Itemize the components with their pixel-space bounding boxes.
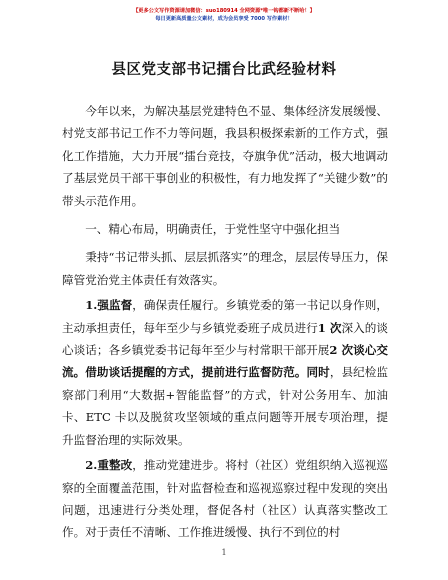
intro-paragraph: 今年以来，为解决基层党建特色不显、集体经济发展缓慢、村党支部书记工作不力等问题，我县积极探索新的工作方式，强化工作措施，大力开展“擂台竞技，夺旗争优”活动，极大地调动了基层党员干部干事创业的积极性，有力地发挥了“关键少数”的带头示范作用。: [62, 104, 388, 208]
item-1-label: 1.强监督: [85, 298, 133, 313]
item-1-text: ，确保责任履行。乡镇党委的第一书记以身作则，主动承担责任，每年至少与乡镇党委班子成员进行: [62, 298, 388, 335]
item-2-text: ，推动党建进步。将村（社区）党组织纳入巡视巡察的全面覆盖范围，针对监督检查和巡视巡察过程中发现的突出问题，迅速进行分类处理，督促各村（社区）认真落实整改工作。对于责任不清晰、工作推进缓慢、执行不到位的村: [62, 458, 388, 540]
item-2-label: 2.重整改: [85, 458, 133, 473]
section-heading-1: 一、精心布局，明确责任，于党性坚守中强化担当: [85, 222, 341, 237]
promo-line-1: 【更多公文写作资源请加微信：suo180914 全网资源*唯一钩都新不断哈！】: [133, 8, 315, 14]
document-body: [62, 100, 388, 547]
item-1-paragraph: [62, 294, 388, 451]
page-number: 1: [221, 548, 227, 557]
document-title: 县区党支部书记擂台比武经验材料: [111, 62, 337, 78]
promo-banner: [0, 7, 448, 23]
promo-line-2: 每日更新高质量公文素材，成为会员享受 7000 写作素材！: [155, 16, 293, 22]
item-1-text-c: ，县纪检监察部门利用“大数据+智能监督”的方式，针对公务用车、加油卡、ETC 卡以及脱贫攻坚领域的重点问题等开展专项治理，提升监督治理的实际效果。: [62, 365, 388, 447]
section-lead-paragraph: 秉持“书记带头抓、层层抓落实”的理念，层层传导压力，保障管党治党主体责任有效落实。: [62, 250, 388, 287]
item-1-bold-b: 2 次谈心交流。借助谈话提醒的方式，提前进行监督防范。同时: [62, 343, 388, 380]
item-1-bold-a: 1 次: [317, 320, 342, 335]
item-2-paragraph: [62, 454, 388, 544]
item-1-text-b: 深入的谈心谈话；各乡镇党委书记每年至少与村常职干部开展: [62, 320, 388, 358]
